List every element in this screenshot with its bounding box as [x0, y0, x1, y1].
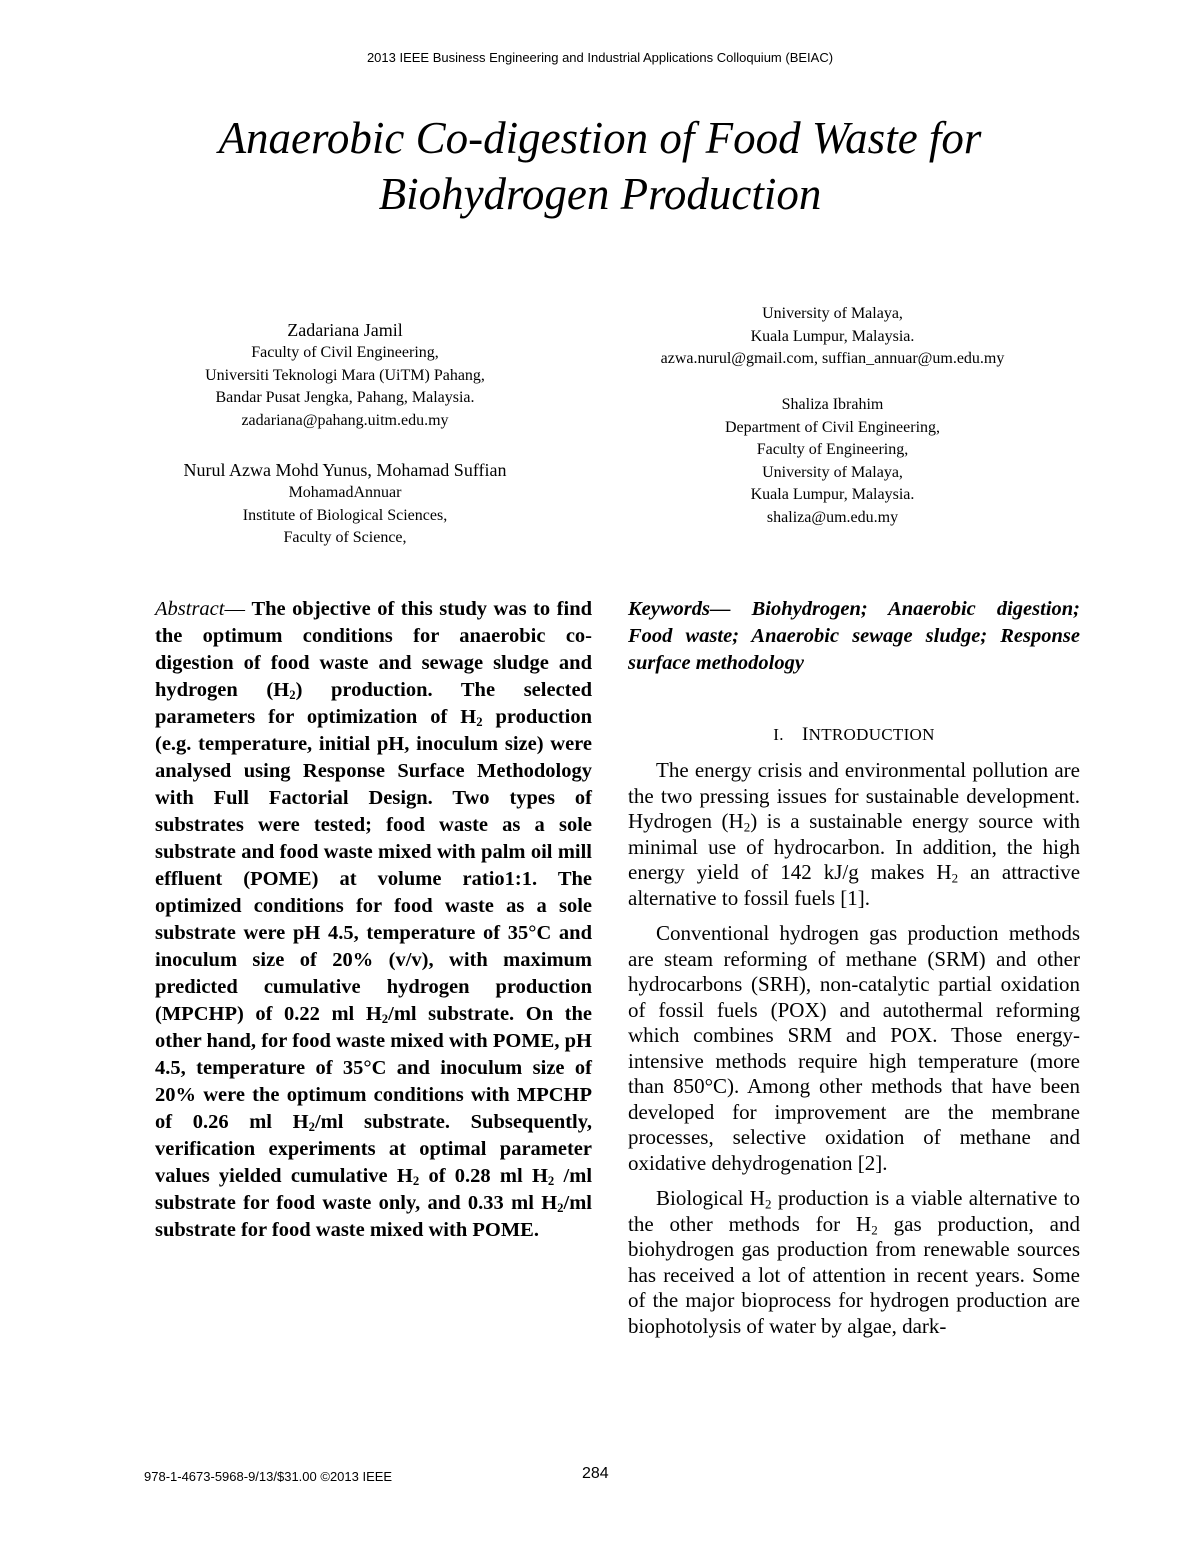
section-heading-introduction [628, 721, 1080, 748]
paragraph-text: production is a viable alternative to the other methods for H [628, 1186, 1080, 1236]
abstract-text: production (e.g. temperature, initial pH, inoculum size) were analysed using Response Surface Methodology with Full Factorial Design. Two types of substrates were tested; food waste as a sole substrate and food waste mixed with palm oil mill effluent (POME) at volume ratio1:1. The optimized conditions for food waste as a sole substrate were pH 4.5, temperature of 35°C and inoculum size of 20% (v/v), with maximum predicted cumulative hydrogen production (MPCHP) of 0.22 ml H [155, 706, 592, 1025]
body-column [628, 596, 1080, 1339]
abstract-text: ) production. The selected parameters for optimization of H [155, 679, 592, 728]
section-title-initial: I [802, 724, 809, 745]
author-block-1 [120, 318, 570, 432]
intro-paragraph-1 [628, 758, 1080, 911]
paper-title-line-1: Anaerobic Co-digestion of Food Waste for [218, 113, 982, 163]
author-affiliation: Kuala Lumpur, Malaysia. [750, 327, 915, 345]
paragraph-text: gas production, and biohydrogen gas production from renewable sources has received a lot of attention in recent years. Some of the major bioprocess for hydrogen production are biophotolysis of water by algae, dark- [628, 1211, 1081, 1338]
subscript: 2 [476, 715, 483, 730]
copyright-notice: 978-1-4673-5968-9/13/$31.00 ©2013 IEEE [144, 1469, 393, 1484]
author-affiliation: University of Malaya, [762, 463, 903, 481]
intro-paragraph-3 [628, 1186, 1080, 1339]
abstract [155, 596, 592, 1244]
abstract-body [155, 598, 592, 1241]
subscript: 2 [871, 1221, 878, 1237]
paragraph-text: an attractive alternative to fossil fuels [1]. [628, 860, 1081, 910]
author-affiliation: Faculty of Engineering, [756, 441, 909, 458]
paper-title-line-2: Biohydrogen Production [378, 169, 822, 219]
author-block-2-continued [600, 303, 1065, 371]
abstract-column [155, 596, 592, 1244]
subscript: 2 [743, 819, 751, 835]
author-name: Shaliza Ibrahim [781, 396, 884, 413]
page-number: 284 [582, 1465, 609, 1482]
author-affiliation: Bandar Pusat Jengka, Pahang, Malaysia. [215, 389, 475, 406]
abstract-text: of 0.28 ml H [419, 1165, 548, 1187]
section-number: I. [773, 725, 784, 744]
author-affiliation: Kuala Lumpur, Malaysia. [750, 486, 915, 503]
author-affiliation: University of Malaya, [762, 305, 903, 322]
abstract-dash: — [224, 598, 245, 620]
author-email: shaliza@um.edu.my [766, 508, 899, 526]
section-title-rest: NTRODUCTION [808, 725, 935, 744]
abstract-text: The objective of this study was to find the optimum conditions for anaerobic co-digestion of food waste and sewage sludge and hydrogen (H [155, 598, 592, 701]
abstract-text: /ml substrate for food waste only, and 0.33 ml H [155, 1165, 593, 1214]
author-affiliation: Faculty of Civil Engineering, [251, 344, 439, 361]
keywords: Keywords— Biohydrogen; Anaerobic digestion; Food waste; Anaerobic sewage sludge; Response surface methodology [628, 598, 1080, 674]
abstract-text: /ml substrate for food waste mixed with POME. [155, 1192, 592, 1241]
author-email: azwa.nurul@gmail.com, suffian_annuar@um.edu.my [660, 350, 1005, 367]
intro-paragraph-2 [628, 921, 1080, 1176]
conference-header: 2013 IEEE Business Engineering and Industrial Applications Colloquium (BEIAC) [366, 50, 834, 65]
author-name: Zadariana Jamil [287, 320, 403, 340]
subscript: 2 [412, 1174, 420, 1189]
abstract-label: Abstract [155, 598, 225, 620]
paper-title [100, 110, 1100, 222]
subscript: 2 [951, 870, 959, 886]
abstract-text: /ml substrate. On the other hand, for food waste mixed with POME, pH 4.5, temperature of 35°C and inoculum size of 20% were the optimum conditions with MPCHP of 0.26 ml H [155, 1003, 592, 1133]
abstract-text: /ml substrate. Subsequently, verification experiments at optimal parameter values yielded cumulative H [155, 1111, 593, 1187]
author-block-3 [600, 394, 1065, 529]
paragraph-text: Biological H [656, 1186, 765, 1210]
subscript: 2 [289, 688, 296, 703]
subscript: 2 [381, 1012, 389, 1027]
author-affiliation: Faculty of Science, [283, 529, 407, 546]
author-affiliation: Institute of Biological Sciences, [242, 506, 448, 524]
paragraph-text: ) is a sustainable energy source with minimal use of hydrocarbon. In addition, the high energy yield of 142 kJ/g makes H [628, 809, 1080, 884]
author-affiliation: MohamadAnnuar [288, 484, 402, 501]
subscript: 2 [547, 1174, 555, 1189]
author-name: Nurul Azwa Mohd Yunus, Mohamad Suffian [183, 460, 507, 480]
subscript: 2 [308, 1120, 315, 1135]
author-affiliation: Department of Civil Engineering, [724, 418, 941, 436]
paragraph-text: The energy crisis and environmental pollution are the two pressing issues for sustainable development. Hydrogen (H [628, 758, 1080, 833]
subscript: 2 [764, 1196, 772, 1212]
author-email: zadariana@pahang.uitm.edu.my [241, 411, 449, 429]
paragraph-text: Conventional hydrogen gas production methods are steam reforming of methane (SRM) and other hydrocarbons (SRH), non-catalytic partial oxidation of fossil fuels (POX) and autothermal reforming which combines SRM and POX. Those energy-intensive methods require high temperature (more than 850°C). Among other methods that have been developed for improvement are the membrane processes, selective oxidation of methane and oxidative dehydrogenation [2]. [628, 921, 1080, 1175]
subscript: 2 [557, 1201, 564, 1216]
author-affiliation: Universiti Teknologi Mara (UiTM) Pahang, [205, 366, 485, 384]
author-block-2 [120, 458, 570, 550]
